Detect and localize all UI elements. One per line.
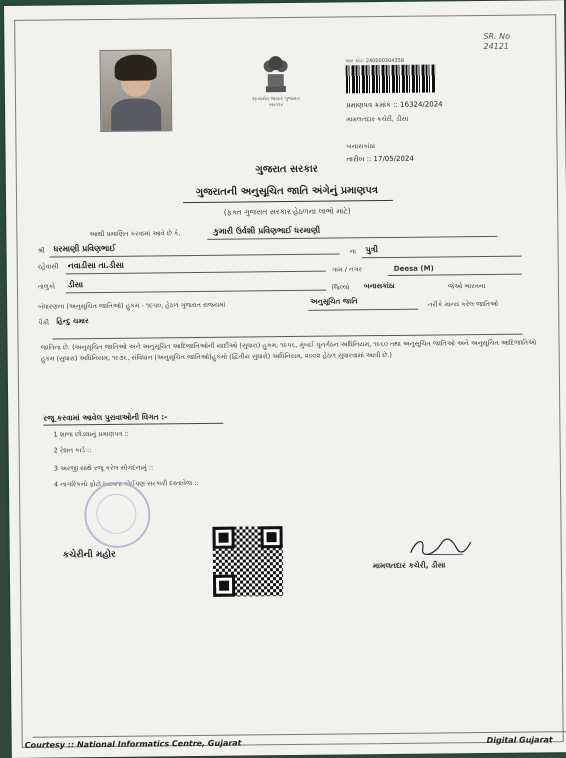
certificate-paper — [4, 0, 566, 758]
serial-number-handwritten — [483, 32, 510, 51]
state-emblem-icon — [253, 52, 297, 96]
office-seal-icon — [84, 481, 151, 548]
officer-designation: મામલતદાર કચેરી, ડીસા — [372, 560, 446, 571]
certificate-number: પ્રમાણપત્ર ક્રમાંક :: 16324/2024 — [346, 100, 443, 110]
barcode — [346, 64, 436, 93]
resident-label: રહેવાસી — [37, 262, 59, 271]
documents-heading: રજૂ કરવામાં આવેલ પુરાવાઓની વિગત :- — [43, 412, 168, 423]
relation: પુત્રી — [365, 245, 379, 255]
applicant-name: કુમારી ઉર્વશી પ્રવિણભાઈ ધરમાણી — [213, 225, 321, 236]
certify-prefix: આથી પ્રમાણિત કરવામાં આવે છે કે, — [89, 229, 181, 239]
issue-date: તારીખ :: 17/05/2024 — [346, 154, 414, 164]
town-label: ગામ / નગર — [331, 265, 363, 274]
document-item: 2 રેશન કાર્ડ :: — [53, 446, 92, 455]
certificate-title: ગુજરાતની અનુસૂચિત જાતિ અંગેનું પ્રમાણપત્ર — [195, 185, 379, 199]
footer-courtesy: Courtesy :: National Informatics Centre, Gujarat — [24, 738, 242, 750]
recognized-text: તરીકે માન્ય કરેલ જાતિઓ — [428, 299, 499, 309]
sr-label: SR. No — [483, 31, 511, 41]
footer-digital-gujarat: Digital Gujarat — [486, 735, 553, 745]
na-label: ના — [349, 247, 357, 256]
legal-paragraph: જાતિના છે. (અનુસૂચિત જાતિઓ અને અનુસૂચિત આદિજાતિઓની યાદીઓ (સુધારા) હુકમ, ૧૯૫૬, મુંબઈ પુનર્ગઠન અધિનિયમ, ૧૯૬૦ તથા અનુસૂચિત જાતિઓ અને અનુસૂચિત આદિજાતિઓ હુકમ (સુધારા) અધિનિયમ, ૧૯૭૬, સંવિધાન (અનુસૂચિત જાતિઓ)હુકમો (દ્વિતીય સુધારો) અધિનિયમ, ૨૦૦૨ હેઠળ સુધારવામાં આવી છે.) — [40, 338, 537, 363]
order-text: બંધારણના (અનુસૂચિત જાતિઓ) હુકમ - ૧૯૫૦, હેઠળ ગુજરાત રાજ્યમાં — [38, 300, 226, 311]
qr-code — [212, 526, 283, 597]
officer-signature-icon — [407, 536, 473, 559]
village: નવાડીસા તા.ડીસા — [67, 260, 125, 271]
certificate-subtitle: (ફક્ત ગુજરાત સરકાર હેઠળના લાભો માટે) — [223, 206, 351, 217]
applicant-photo — [99, 49, 172, 132]
caste: હિન્દુ ચમાર — [56, 317, 89, 326]
header-district: બનાસકાંઠા — [346, 142, 376, 151]
district-value: બનાસકાંઠા — [363, 281, 395, 291]
state-suffix: જેઓ ભારતના — [447, 281, 486, 291]
father-name: ધરમાણી પ્રવિણભાઈ — [53, 243, 116, 254]
taluka-label: તાલુકો — [37, 282, 56, 291]
document-item: 4 નાગરિકનો ફોટો ધરાવતા કોઈપણ સરકારી દસ્તાવેજ :: — [53, 478, 199, 489]
town-value: Deesa (M) — [393, 264, 434, 273]
government-title: ગુજરાત સરકાર — [255, 163, 319, 176]
issuing-office: મામલતદાર કચેરી, ડીસા — [346, 114, 409, 124]
taluka: ડીસા — [67, 280, 84, 290]
of-label: પૈકી — [38, 318, 50, 327]
sr-value: 24121 — [483, 41, 509, 51]
court-seal-label: કચેરીની મહોર — [62, 549, 116, 561]
document-item: 3 અરજી સાથે રજૂ કરેલ સોગંદનામું :: — [53, 463, 154, 473]
caste-group: અનુસૂચિત જાતિ — [310, 297, 358, 306]
district-label: જિલ્લો — [331, 283, 350, 292]
certificate-border — [14, 14, 564, 748]
barcode-label: બાર કોડ: 240000304358 — [345, 57, 405, 65]
emblem-caption: સત્યમેવ જયતે ગુજરાત સરકાર — [252, 95, 300, 109]
shri-label: શ્રી — [37, 246, 45, 255]
document-item: 1 શાળા છોડ્યાનું પ્રમાણપત્ર :: — [53, 429, 129, 439]
